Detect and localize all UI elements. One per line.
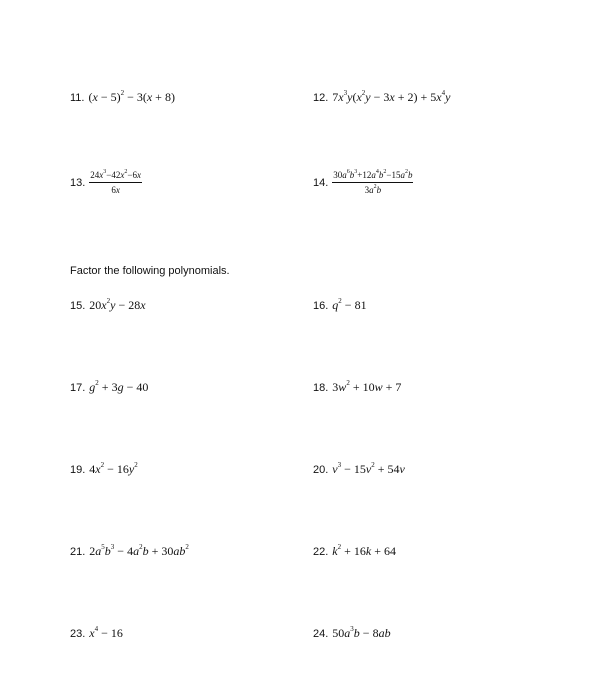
problem-number: 17. — [70, 382, 86, 394]
expression: $k^2 + 16k + 64$ — [332, 543, 397, 558]
fraction-expression: $\frac{24x^3-42x^2-6x}{6x}$ — [90, 169, 141, 195]
problem-14 — [313, 171, 413, 195]
problem-15 — [70, 299, 146, 312]
problem-number: 13. — [70, 176, 86, 189]
problem-number: 20. — [313, 464, 329, 476]
expression: $2a^5b^3 - 4a^2b + 30ab^2$ — [89, 543, 189, 558]
problem-18 — [313, 381, 401, 394]
problem-number: 14. — [313, 176, 329, 189]
problem-number: 11. — [70, 92, 85, 104]
problem-20 — [313, 463, 405, 476]
problem-11 — [70, 91, 175, 104]
expression: $q^2 - 81$ — [332, 297, 367, 312]
expression: $4x^2 - 16y^2$ — [89, 461, 138, 476]
expression: $3w^2 + 10w + 7$ — [332, 379, 402, 394]
problem-number: 23. — [70, 628, 86, 640]
problem-23 — [70, 627, 123, 640]
expression: $(x - 5)^2 - 3(x + 8)$ — [88, 89, 175, 104]
problem-number: 18. — [313, 382, 329, 394]
problem-number: 21. — [70, 546, 86, 558]
problem-number: 19. — [70, 464, 86, 476]
problem-22 — [313, 545, 396, 558]
expression: $50a^3b - 8ab$ — [332, 625, 391, 640]
problem-17 — [70, 381, 148, 394]
expression: $x^4 - 16$ — [89, 625, 123, 640]
expression: $v^3 - 15v^2 + 54v$ — [332, 461, 405, 476]
fraction-expression: $\frac{30a^6b^3+12a^4b^2-15a^2b}{3a^2b}$ — [333, 169, 413, 195]
problem-16 — [313, 299, 367, 312]
problem-13 — [70, 171, 142, 195]
problem-number: 16. — [313, 300, 329, 312]
problem-19 — [70, 463, 138, 476]
problem-number: 22. — [313, 546, 329, 558]
expression: $g^2 + 3g - 40$ — [89, 379, 149, 394]
problem-number: 12. — [313, 92, 329, 104]
expression: $7x^3y(x^2y - 3x + 2) + 5x^4y$ — [332, 89, 451, 104]
expression: $20x^2y - 28x$ — [89, 297, 146, 312]
problem-number: 24. — [313, 628, 329, 640]
problem-12 — [313, 91, 450, 104]
instructions-heading: Factor the following polynomials. — [70, 265, 230, 277]
problem-21 — [70, 545, 189, 558]
problem-number: 15. — [70, 300, 86, 312]
problem-24 — [313, 627, 391, 640]
